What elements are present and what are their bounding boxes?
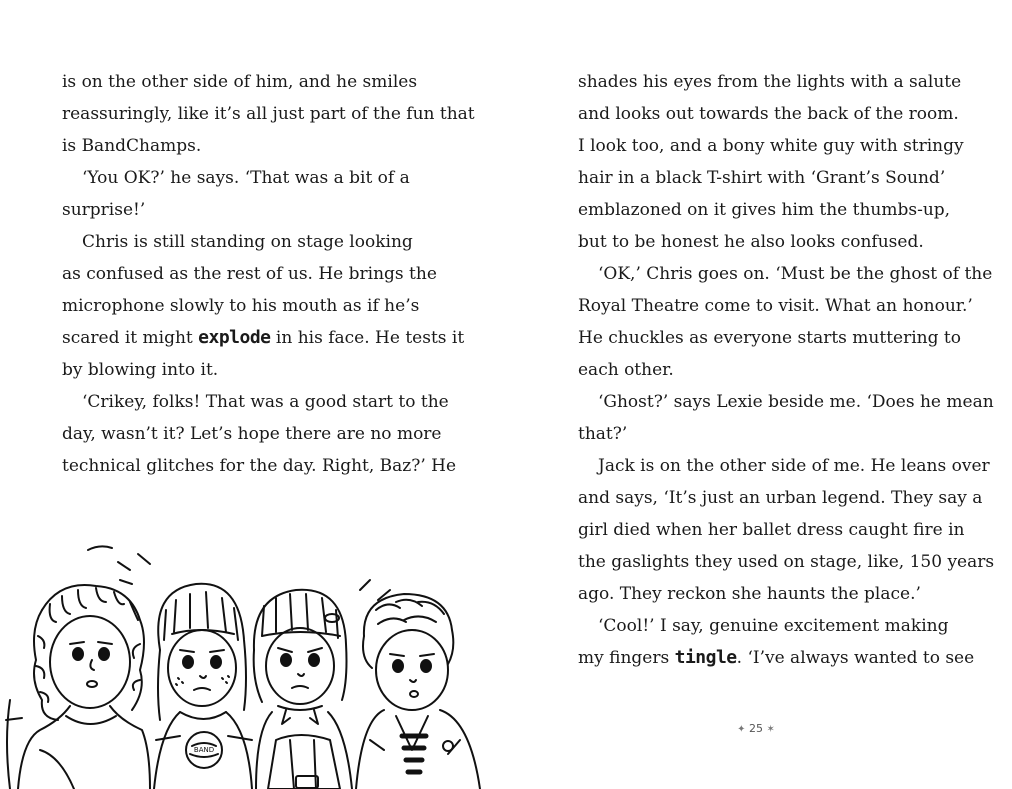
text-line: and says, ‘It’s just an urban legend. They say a — [578, 488, 983, 508]
text-fragment: in his face. He tests it — [275, 328, 465, 348]
text-line: is on the other side of him, and he smiles — [62, 72, 418, 92]
text-line: by blowing into it. — [62, 360, 219, 380]
text-line: surprise!’ — [62, 200, 146, 220]
sound-effect-word: tingle — [674, 647, 737, 668]
text-line: ‘Cool!’ I say, genuine excitement making — [598, 616, 949, 636]
text-line: and looks out towards the back of the room. — [578, 104, 959, 124]
text-line: shades his eyes from the lights with a salute — [578, 72, 962, 92]
text-line: but to be honest he also looks confused. — [578, 232, 924, 252]
kid-bob-hair — [254, 590, 352, 789]
page-number-text: 25 — [749, 722, 763, 735]
text-line: Jack is on the other side of me. He leans over — [598, 456, 990, 476]
kids-illustration — [0, 540, 490, 789]
star-icon: ✦ — [737, 724, 746, 735]
text-line: that?’ — [578, 424, 628, 444]
text-line: ‘Crikey, folks! That was a good start to the — [82, 392, 449, 412]
text-line: day, wasn’t it? Let’s hope there are no more — [62, 424, 442, 444]
left-page-text — [62, 66, 482, 482]
shirt-logo-text: BAND — [193, 746, 215, 754]
text-line: I look too, and a bony white guy with stringy — [578, 136, 964, 156]
text-fragment: scared it might — [62, 328, 193, 348]
page-number — [726, 722, 786, 735]
sound-effect-word: explode — [198, 327, 271, 348]
text-line: girl died when her ballet dress caught fire in — [578, 520, 965, 540]
star-icon: ✶ — [766, 724, 775, 735]
text-line: is BandChamps. — [62, 136, 202, 156]
text-line — [62, 322, 482, 354]
text-line: ago. They reckon she haunts the place.’ — [578, 584, 921, 604]
text-line: as confused as the rest of us. He brings the — [62, 264, 437, 284]
text-line: Royal Theatre come to visit. What an honour.’ — [578, 296, 973, 316]
text-line: Chris is still standing on stage looking — [82, 232, 413, 252]
text-line: each other. — [578, 360, 674, 380]
text-line: emblazoned on it gives him the thumbs-up, — [578, 200, 951, 220]
kid-curly-hair — [18, 585, 150, 789]
kid-short-hair — [356, 594, 480, 789]
text-line: ‘Ghost?’ says Lexie beside me. ‘Does he mean — [598, 392, 994, 412]
text-line: microphone slowly to his mouth as if he’s — [62, 296, 420, 316]
text-line: He chuckles as everyone starts muttering to — [578, 328, 961, 348]
text-line: the gaslights they used on stage, like, 150 years — [578, 552, 995, 572]
text-line — [578, 642, 978, 674]
text-line: hair in a black T-shirt with ‘Grant’s Sound’ — [578, 168, 946, 188]
text-fragment: . ‘I’ve always wanted to see — [736, 648, 975, 668]
right-page-text — [578, 66, 995, 674]
text-line: ‘OK,’ Chris goes on. ‘Must be the ghost of the — [598, 264, 993, 284]
kid-long-hair — [154, 584, 252, 789]
text-line: technical glitches for the day. Right, Baz?’ He — [62, 456, 457, 476]
text-line: reassuringly, like it’s all just part of the fun that — [62, 104, 475, 124]
text-fragment: my fingers — [578, 648, 670, 668]
text-line: ‘You OK?’ he says. ‘That was a bit of a — [82, 168, 410, 188]
